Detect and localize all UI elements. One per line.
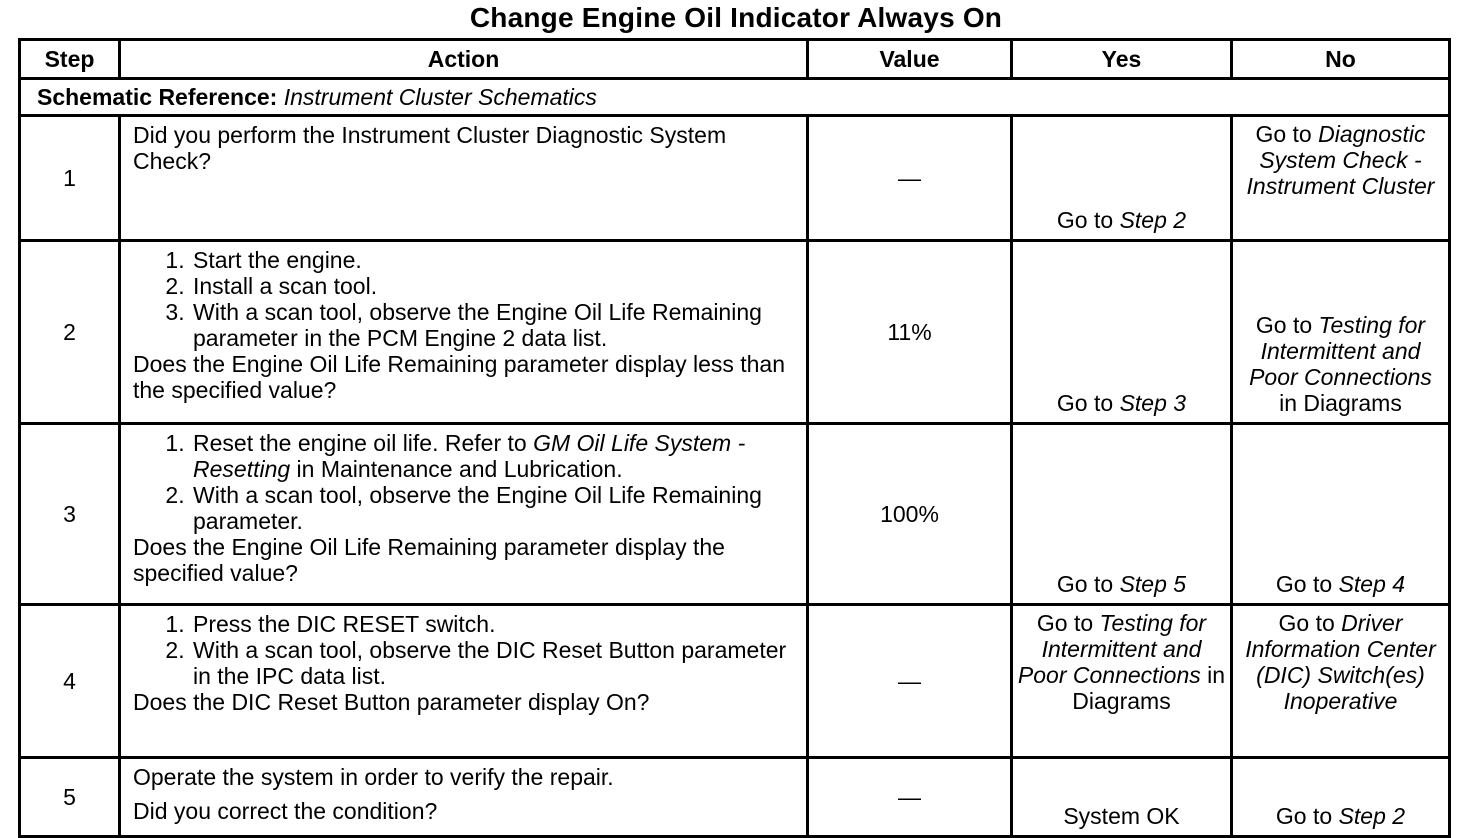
action-text: Reset the engine oil life. Refer to [193, 430, 534, 456]
value-cell: 11% [808, 241, 1012, 424]
schematic-reference-row [20, 79, 1450, 116]
no-link[interactable]: Driver Information Center (DIC) Switch(es) Inoperative [1245, 610, 1436, 714]
header-step: Step [20, 40, 120, 79]
question-text: Does the DIC Reset Button parameter display On? [133, 689, 650, 715]
no-prefix: Go to [1255, 121, 1319, 147]
schematic-reference-link[interactable]: Instrument Cluster Schematics [283, 83, 597, 110]
yes-prefix: Go to [1056, 207, 1120, 233]
no-cell [1232, 605, 1450, 758]
no-suffix: in Diagrams [1279, 390, 1402, 416]
value-cell: — [808, 605, 1012, 758]
action-cell [120, 424, 808, 605]
action-item [191, 430, 796, 482]
header-action: Action [120, 40, 808, 79]
schematic-reference [20, 79, 1450, 116]
step-number: 5 [20, 758, 120, 837]
no-cell [1232, 116, 1450, 241]
header-row [20, 40, 1450, 79]
question-text: Does the Engine Oil Life Remaining parameter display the specified value? [133, 534, 725, 586]
no-link[interactable]: Diagnostic System Check - Instrument Cluster [1246, 121, 1435, 199]
value-cell: 100% [808, 424, 1012, 605]
diagnostic-table [18, 38, 1451, 838]
step-number: 2 [20, 241, 120, 424]
value-cell: — [808, 758, 1012, 837]
action-list [133, 611, 796, 689]
question-text: Does the Engine Oil Life Remaining parameter display less than the specified value? [133, 351, 786, 403]
header-yes: Yes [1012, 40, 1232, 79]
action-link[interactable]: GM Oil Life System - Resetting [193, 430, 746, 482]
yes-prefix: Go to [1056, 571, 1120, 597]
yes-cell [1012, 241, 1232, 424]
no-link[interactable]: Step 4 [1338, 571, 1406, 597]
question-text: Did you perform the Instrument Cluster Diagnostic System Check? [133, 122, 727, 174]
value-cell: — [808, 116, 1012, 241]
table-row-step-3 [20, 424, 1450, 605]
yes-suffix: in Diagrams [1072, 662, 1226, 714]
action-item: 1. Start the engine. [191, 247, 796, 273]
action-item: 2. With a scan tool, observe the DIC Reset Button parameter in the IPC data list. [191, 637, 796, 689]
header-no: No [1232, 40, 1450, 79]
no-cell [1232, 424, 1450, 605]
no-prefix: Go to [1255, 312, 1319, 338]
yes-cell [1012, 758, 1232, 837]
table-row-step-4 [20, 605, 1450, 758]
yes-prefix: Go to [1036, 610, 1100, 636]
page-title: Change Engine Oil Indicator Always On [469, 2, 1003, 33]
yes-cell [1012, 424, 1232, 605]
yes-link[interactable]: Step 3 [1119, 390, 1187, 416]
step-number: 1 [20, 116, 120, 241]
yes-link[interactable]: Step 2 [1119, 207, 1187, 233]
yes-cell [1012, 116, 1232, 241]
action-list [133, 430, 796, 534]
no-link[interactable]: Testing for Intermittent and Poor Connections [1249, 312, 1432, 390]
action-cell [120, 605, 808, 758]
no-prefix: Go to [1278, 610, 1342, 636]
action-cell [120, 758, 808, 837]
question-text: Did you correct the condition? [133, 798, 438, 824]
yes-text: System OK [1063, 803, 1180, 829]
action-text: Operate the system in order to verify the repair. [133, 764, 614, 790]
schematic-reference-label: Schematic Reference: [37, 83, 278, 110]
yes-cell [1012, 605, 1232, 758]
header-value: Value [808, 40, 1012, 79]
yes-prefix: Go to [1056, 390, 1120, 416]
no-cell [1232, 241, 1450, 424]
no-prefix: Go to [1275, 571, 1339, 597]
no-prefix: Go to [1275, 803, 1339, 829]
action-cell [120, 116, 808, 241]
step-number: 3 [20, 424, 120, 605]
no-link[interactable]: Step 2 [1338, 803, 1406, 829]
action-item: 1. Press the DIC RESET switch. [191, 611, 796, 637]
table-row-step-2 [20, 241, 1450, 424]
action-item: 2. Install a scan tool. [191, 273, 796, 299]
step-number: 4 [20, 605, 120, 758]
no-cell [1232, 758, 1450, 837]
table-row-step-1 [20, 116, 1450, 241]
action-text: in Maintenance and Lubrication. [290, 456, 623, 482]
action-item: 3. With a scan tool, observe the Engine Oil Life Remaining parameter in the PCM Engine 2 data list. [191, 299, 796, 351]
table-row-step-5 [20, 758, 1450, 837]
action-list [133, 247, 796, 351]
yes-link[interactable]: Testing for Intermittent and Poor Connections [1017, 610, 1207, 688]
action-item: 2. With a scan tool, observe the Engine Oil Life Remaining parameter. [191, 482, 796, 534]
action-cell [120, 241, 808, 424]
yes-link[interactable]: Step 5 [1119, 571, 1187, 597]
